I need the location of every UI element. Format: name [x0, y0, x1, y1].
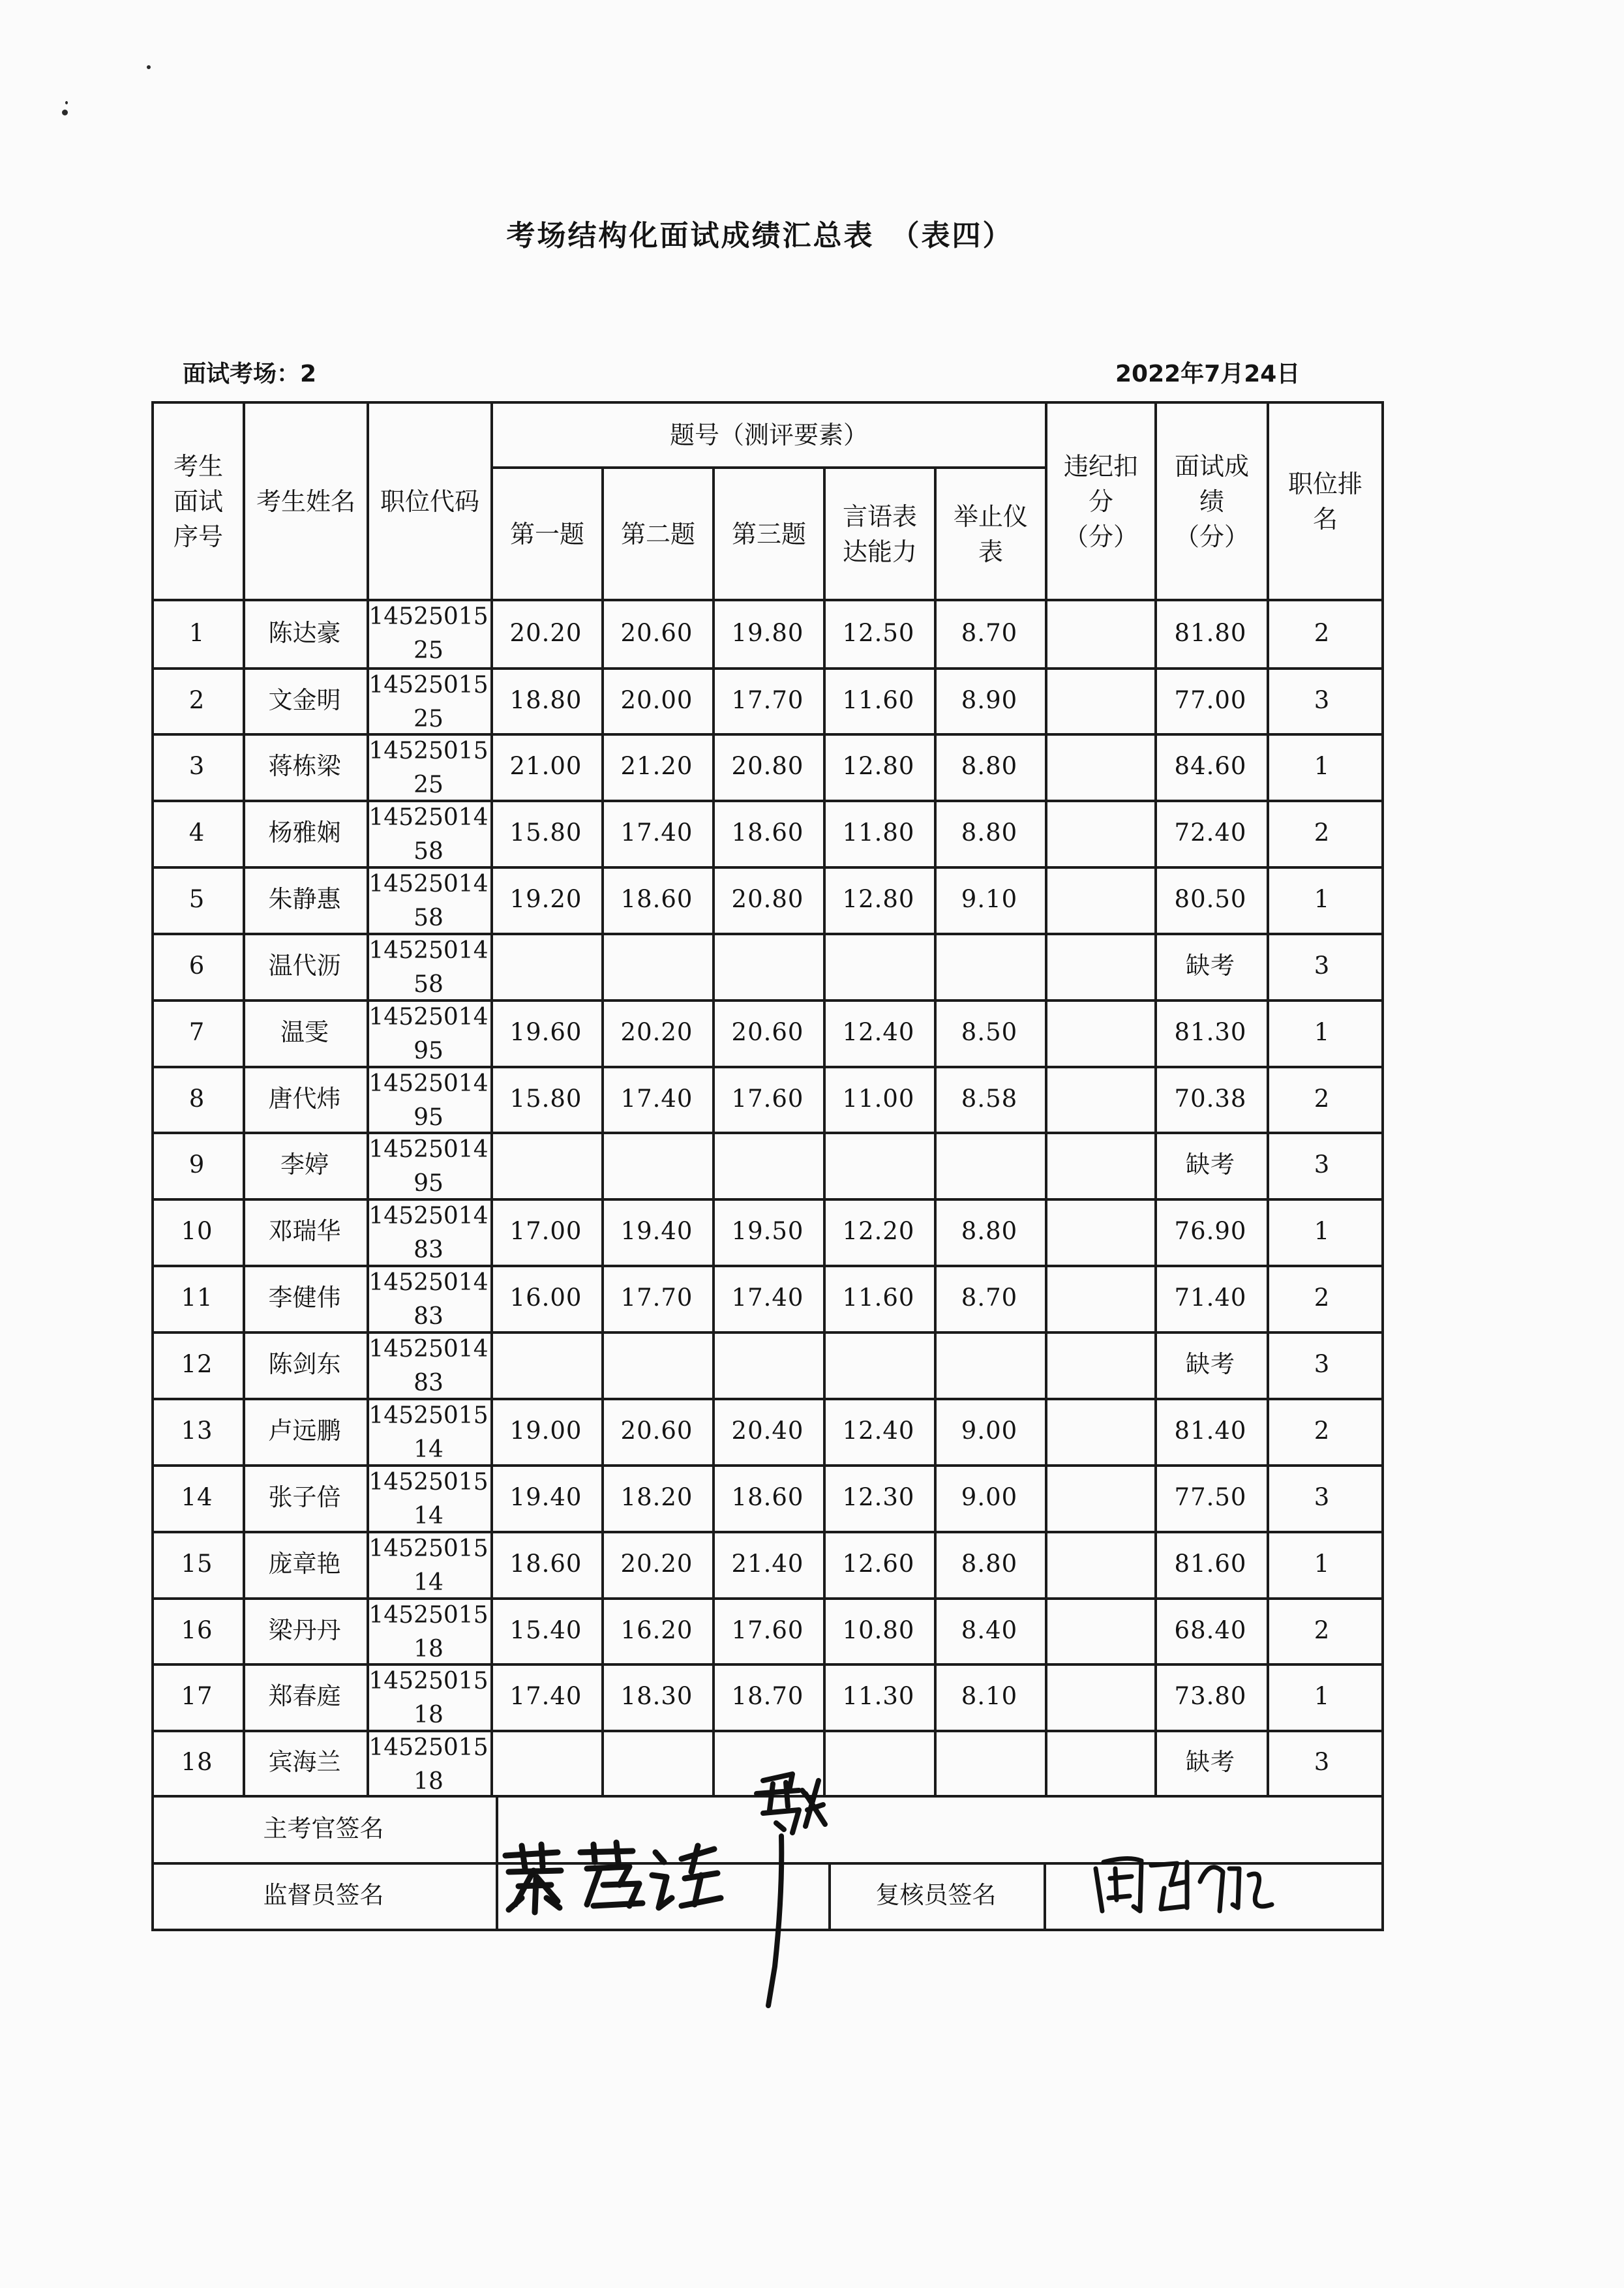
row-q2: 20.60 — [620, 618, 693, 647]
row-name: 温雯 — [280, 1018, 329, 1046]
row-name: 张子倍 — [268, 1483, 341, 1511]
row-code-line2: 18 — [414, 1768, 444, 1795]
row-seq: 17 — [181, 1682, 213, 1710]
row-q1: 21.00 — [509, 752, 582, 780]
row-q5: 9.00 — [961, 1483, 1018, 1511]
row-q3: 18.60 — [731, 819, 804, 847]
header-score: 面试成绩（分） — [1174, 451, 1249, 551]
row-q1: 19.60 — [509, 1018, 582, 1046]
row-seq: 13 — [181, 1417, 213, 1445]
row-code-line2: 58 — [414, 971, 444, 998]
scan-speck — [147, 65, 151, 69]
row-code-line2: 58 — [414, 905, 444, 931]
row-q2: 19.40 — [620, 1217, 693, 1245]
row-rank: 3 — [1314, 1151, 1331, 1179]
row-code-line1: 14525015 — [368, 1734, 489, 1761]
row-code-line2: 58 — [414, 838, 444, 865]
row-name: 文金明 — [268, 685, 341, 714]
row-rank: 1 — [1314, 1682, 1331, 1710]
row-q4: 12.20 — [842, 1217, 915, 1245]
row-score: 70.38 — [1174, 1084, 1247, 1113]
row-q5: 8.50 — [961, 1018, 1018, 1046]
row-q4: 12.80 — [842, 885, 915, 913]
row-seq: 10 — [181, 1217, 213, 1245]
row-q5: 8.80 — [961, 752, 1018, 780]
row-seq: 3 — [188, 752, 205, 780]
row-q5: 8.80 — [961, 1217, 1018, 1245]
row-code-line1: 14525014 — [368, 1070, 489, 1097]
row-q4: 11.00 — [842, 1084, 915, 1113]
row-q5: 8.90 — [961, 685, 1018, 714]
row-code-line2: 83 — [414, 1237, 444, 1263]
row-q4 — [823, 933, 934, 999]
grid-line-v — [1381, 401, 1384, 1929]
row-score: 73.80 — [1174, 1682, 1247, 1710]
row-seq: 9 — [188, 1151, 205, 1179]
row-name: 李健伟 — [268, 1284, 341, 1312]
row-name: 温代沥 — [268, 952, 341, 980]
row-q2: 17.40 — [620, 819, 693, 847]
supervisor-signature — [496, 1833, 730, 1918]
row-code-line2: 83 — [414, 1303, 444, 1330]
row-rank: 3 — [1314, 685, 1331, 714]
row-seq: 5 — [188, 885, 205, 913]
row-deduct — [1045, 1464, 1154, 1531]
row-rank: 1 — [1314, 1217, 1331, 1245]
row-q1: 19.20 — [509, 885, 582, 913]
row-score: 81.30 — [1174, 1018, 1247, 1046]
row-q4 — [823, 1730, 934, 1795]
row-score: 68.40 — [1174, 1616, 1247, 1644]
row-name: 朱静惠 — [268, 885, 341, 913]
header-deduct: 违纪扣分（分） — [1063, 451, 1138, 551]
scan-speck — [65, 101, 68, 104]
header-question-group: 题号（测评要素） — [669, 421, 868, 449]
row-q2: 16.20 — [620, 1616, 693, 1644]
row-q4: 11.80 — [842, 819, 915, 847]
row-q2: 20.20 — [620, 1550, 693, 1578]
row-q2: 18.30 — [620, 1682, 693, 1710]
row-q3: 18.70 — [731, 1682, 804, 1710]
row-code-line1: 14525015 — [368, 1535, 489, 1562]
row-score: 缺考 — [1186, 1350, 1235, 1378]
header-q4: 言语表达能力 — [842, 502, 917, 566]
row-q2 — [601, 933, 712, 999]
header-seq: 考生面试序号 — [173, 451, 223, 551]
row-q4: 12.30 — [842, 1483, 915, 1511]
row-q1 — [490, 1730, 601, 1795]
row-code-line1: 14525014 — [368, 1203, 489, 1229]
row-code-line1: 14525014 — [368, 1269, 489, 1296]
row-deduct — [1045, 667, 1154, 733]
row-q5 — [934, 1132, 1045, 1198]
row-q1: 17.00 — [509, 1217, 582, 1245]
row-deduct — [1045, 733, 1154, 800]
row-q1 — [490, 933, 601, 999]
header-code: 职位代码 — [380, 487, 479, 516]
row-q5 — [934, 1730, 1045, 1795]
row-code-line2: 83 — [414, 1370, 444, 1396]
row-deduct — [1045, 933, 1154, 999]
row-q1: 18.60 — [509, 1550, 582, 1578]
row-seq: 2 — [188, 685, 205, 714]
row-q4: 12.80 — [842, 752, 915, 780]
row-seq: 16 — [181, 1616, 213, 1644]
row-q1 — [490, 1132, 601, 1198]
grid-line-v — [1044, 1862, 1046, 1929]
row-seq: 15 — [181, 1550, 213, 1578]
row-q5: 8.70 — [961, 618, 1018, 647]
row-q2: 17.70 — [620, 1284, 693, 1312]
row-code-line1: 14525015 — [368, 738, 489, 764]
row-q3: 21.40 — [731, 1550, 804, 1578]
row-rank: 1 — [1314, 885, 1331, 913]
row-q3: 20.80 — [731, 885, 804, 913]
row-deduct — [1045, 1730, 1154, 1795]
row-q1: 16.00 — [509, 1284, 582, 1312]
row-q3 — [712, 933, 823, 999]
row-q3 — [712, 1331, 823, 1398]
row-score: 缺考 — [1186, 1748, 1235, 1776]
row-score: 缺考 — [1186, 1151, 1235, 1179]
header-q1: 第一题 — [509, 519, 584, 549]
row-q4: 10.80 — [842, 1616, 915, 1644]
row-q1: 18.80 — [509, 685, 582, 714]
row-deduct — [1045, 1132, 1154, 1198]
supervisor-label: 监督员签名 — [263, 1881, 384, 1909]
row-q3: 17.40 — [731, 1284, 804, 1312]
row-rank: 2 — [1314, 1284, 1331, 1312]
row-q3: 19.50 — [731, 1217, 804, 1245]
row-q3: 18.60 — [731, 1483, 804, 1511]
row-seq: 1 — [188, 618, 205, 647]
row-q4: 12.60 — [842, 1550, 915, 1578]
row-name: 邓瑞华 — [268, 1217, 341, 1245]
row-q4: 12.40 — [842, 1018, 915, 1046]
row-score: 84.60 — [1174, 752, 1247, 780]
header-name: 考生姓名 — [256, 487, 355, 516]
row-score: 77.00 — [1174, 685, 1247, 714]
row-score: 81.80 — [1174, 618, 1247, 647]
row-q4: 12.40 — [842, 1417, 915, 1445]
header-q3: 第三题 — [731, 519, 806, 549]
row-q5: 8.40 — [961, 1616, 1018, 1644]
row-q2: 17.40 — [620, 1084, 693, 1113]
row-q2: 20.60 — [620, 1417, 693, 1445]
row-code-line2: 14 — [414, 1503, 444, 1529]
row-score: 77.50 — [1174, 1483, 1247, 1511]
row-q2: 21.20 — [620, 752, 693, 780]
row-deduct — [1045, 1066, 1154, 1132]
row-q5: 8.58 — [961, 1084, 1018, 1113]
row-name: 唐代炜 — [268, 1084, 341, 1113]
row-q1: 15.40 — [509, 1616, 582, 1644]
row-deduct — [1045, 599, 1154, 667]
row-seq: 7 — [188, 1018, 205, 1046]
row-code-line2: 25 — [414, 637, 444, 664]
row-deduct — [1045, 1265, 1154, 1331]
row-seq: 6 — [188, 952, 205, 980]
row-seq: 8 — [188, 1084, 205, 1113]
row-q1: 19.40 — [509, 1483, 582, 1511]
row-q4 — [823, 1132, 934, 1198]
row-q5: 8.80 — [961, 1550, 1018, 1578]
row-rank: 2 — [1314, 618, 1331, 647]
row-score: 72.40 — [1174, 819, 1247, 847]
row-code-line2: 95 — [414, 1104, 444, 1131]
row-q2: 20.00 — [620, 685, 693, 714]
row-code-line2: 14 — [414, 1436, 444, 1463]
row-deduct — [1045, 866, 1154, 933]
row-q3: 17.70 — [731, 685, 804, 714]
row-rank: 2 — [1314, 1084, 1331, 1113]
row-score: 81.40 — [1174, 1417, 1247, 1445]
row-q1: 15.80 — [509, 819, 582, 847]
reviewer-signature — [1089, 1849, 1285, 1921]
row-q2: 18.20 — [620, 1483, 693, 1511]
row-q1: 20.20 — [509, 618, 582, 647]
row-rank: 1 — [1314, 752, 1331, 780]
row-q5: 9.00 — [961, 1417, 1018, 1445]
row-q5 — [934, 1331, 1045, 1398]
row-code-line1: 14525015 — [368, 603, 489, 630]
row-code-line2: 25 — [414, 706, 444, 732]
row-code-line1: 14525014 — [368, 1136, 489, 1163]
row-code-line2: 95 — [414, 1038, 444, 1064]
row-code-line2: 18 — [414, 1636, 444, 1663]
row-q2 — [601, 1730, 712, 1795]
row-name: 郑春庭 — [268, 1682, 341, 1710]
row-q3: 17.60 — [731, 1616, 804, 1644]
row-q3: 19.80 — [731, 618, 804, 647]
exam-venue: 面试考场：2 — [183, 361, 317, 387]
row-name: 庞章艳 — [268, 1550, 341, 1578]
header-q2: 第二题 — [620, 519, 695, 549]
row-name: 陈达豪 — [268, 618, 341, 647]
row-q5: 8.80 — [961, 819, 1018, 847]
header-q5: 举止仪表 — [953, 502, 1028, 566]
page-title: 考场结构化面试成绩汇总表 （表四） — [506, 219, 1014, 252]
row-score: 71.40 — [1174, 1284, 1247, 1312]
row-rank: 2 — [1314, 819, 1331, 847]
row-rank: 2 — [1314, 1417, 1331, 1445]
row-code-line1: 14525014 — [368, 937, 489, 964]
row-q5: 9.10 — [961, 885, 1018, 913]
exam-date: 2022年7月24日 — [1115, 361, 1301, 387]
row-q4 — [823, 1331, 934, 1398]
chief-examiner-signature — [737, 1764, 835, 2009]
row-q2 — [601, 1132, 712, 1198]
row-q4: 11.60 — [842, 1284, 915, 1312]
row-name: 卢远鹏 — [268, 1417, 341, 1445]
row-q2: 20.20 — [620, 1018, 693, 1046]
row-rank: 2 — [1314, 1616, 1331, 1644]
row-q3: 20.60 — [731, 1018, 804, 1046]
row-seq: 11 — [181, 1284, 213, 1312]
row-deduct — [1045, 1531, 1154, 1597]
row-name: 宾海兰 — [268, 1748, 341, 1776]
row-seq: 12 — [181, 1350, 213, 1378]
scan-speck — [62, 110, 68, 115]
header-rank: 职位排名 — [1287, 469, 1362, 534]
row-score: 76.90 — [1174, 1217, 1247, 1245]
row-code-line1: 14525014 — [368, 1336, 489, 1362]
row-rank: 3 — [1314, 952, 1331, 980]
row-seq: 18 — [181, 1748, 213, 1776]
row-code-line1: 14525014 — [368, 804, 489, 831]
row-code-line2: 14 — [414, 1569, 444, 1596]
row-score: 80.50 — [1174, 885, 1247, 913]
row-deduct — [1045, 1597, 1154, 1663]
row-q4: 11.30 — [842, 1682, 915, 1710]
row-code-line1: 14525015 — [368, 1668, 489, 1694]
row-deduct — [1045, 1663, 1154, 1730]
row-deduct — [1045, 1331, 1154, 1398]
row-rank: 3 — [1314, 1748, 1331, 1776]
row-q2 — [601, 1331, 712, 1398]
row-code-line2: 18 — [414, 1702, 444, 1728]
row-code-line1: 14525014 — [368, 1004, 489, 1031]
row-q3: 20.40 — [731, 1417, 804, 1445]
row-rank: 1 — [1314, 1550, 1331, 1578]
row-name: 蒋栋梁 — [268, 752, 341, 780]
chief-examiner-label: 主考官签名 — [263, 1814, 384, 1843]
row-seq: 4 — [188, 819, 205, 847]
row-code-line1: 14525015 — [368, 1469, 489, 1496]
row-code-line1: 14525015 — [368, 672, 489, 699]
row-rank: 3 — [1314, 1483, 1331, 1511]
row-name: 李婷 — [280, 1151, 329, 1179]
row-q3: 20.80 — [731, 752, 804, 780]
row-rank: 1 — [1314, 1018, 1331, 1046]
row-score: 缺考 — [1186, 952, 1235, 980]
row-q4: 12.50 — [842, 618, 915, 647]
row-q3 — [712, 1132, 823, 1198]
row-q1 — [490, 1331, 601, 1398]
row-code-line2: 95 — [414, 1170, 444, 1197]
row-code-line1: 14525015 — [368, 1402, 489, 1429]
row-name: 杨雅娴 — [268, 819, 341, 847]
row-q2: 18.60 — [620, 885, 693, 913]
row-q1: 15.80 — [509, 1084, 582, 1113]
row-deduct — [1045, 800, 1154, 866]
row-deduct — [1045, 1398, 1154, 1464]
row-q4: 11.60 — [842, 685, 915, 714]
row-deduct — [1045, 999, 1154, 1066]
row-name: 梁丹丹 — [268, 1616, 341, 1644]
row-q1: 19.00 — [509, 1417, 582, 1445]
row-code-line1: 14525015 — [368, 1602, 489, 1629]
row-code-line2: 25 — [414, 772, 444, 798]
row-score: 81.60 — [1174, 1550, 1247, 1578]
row-q5 — [934, 933, 1045, 999]
row-q3: 17.60 — [731, 1084, 804, 1113]
row-code-line1: 14525014 — [368, 871, 489, 897]
row-q5: 8.10 — [961, 1682, 1018, 1710]
row-rank: 3 — [1314, 1350, 1331, 1378]
row-q1: 17.40 — [509, 1682, 582, 1710]
row-seq: 14 — [181, 1483, 213, 1511]
reviewer-label: 复核员签名 — [875, 1881, 997, 1909]
row-name: 陈剑东 — [268, 1350, 341, 1378]
row-q5: 8.70 — [961, 1284, 1018, 1312]
row-deduct — [1045, 1198, 1154, 1265]
